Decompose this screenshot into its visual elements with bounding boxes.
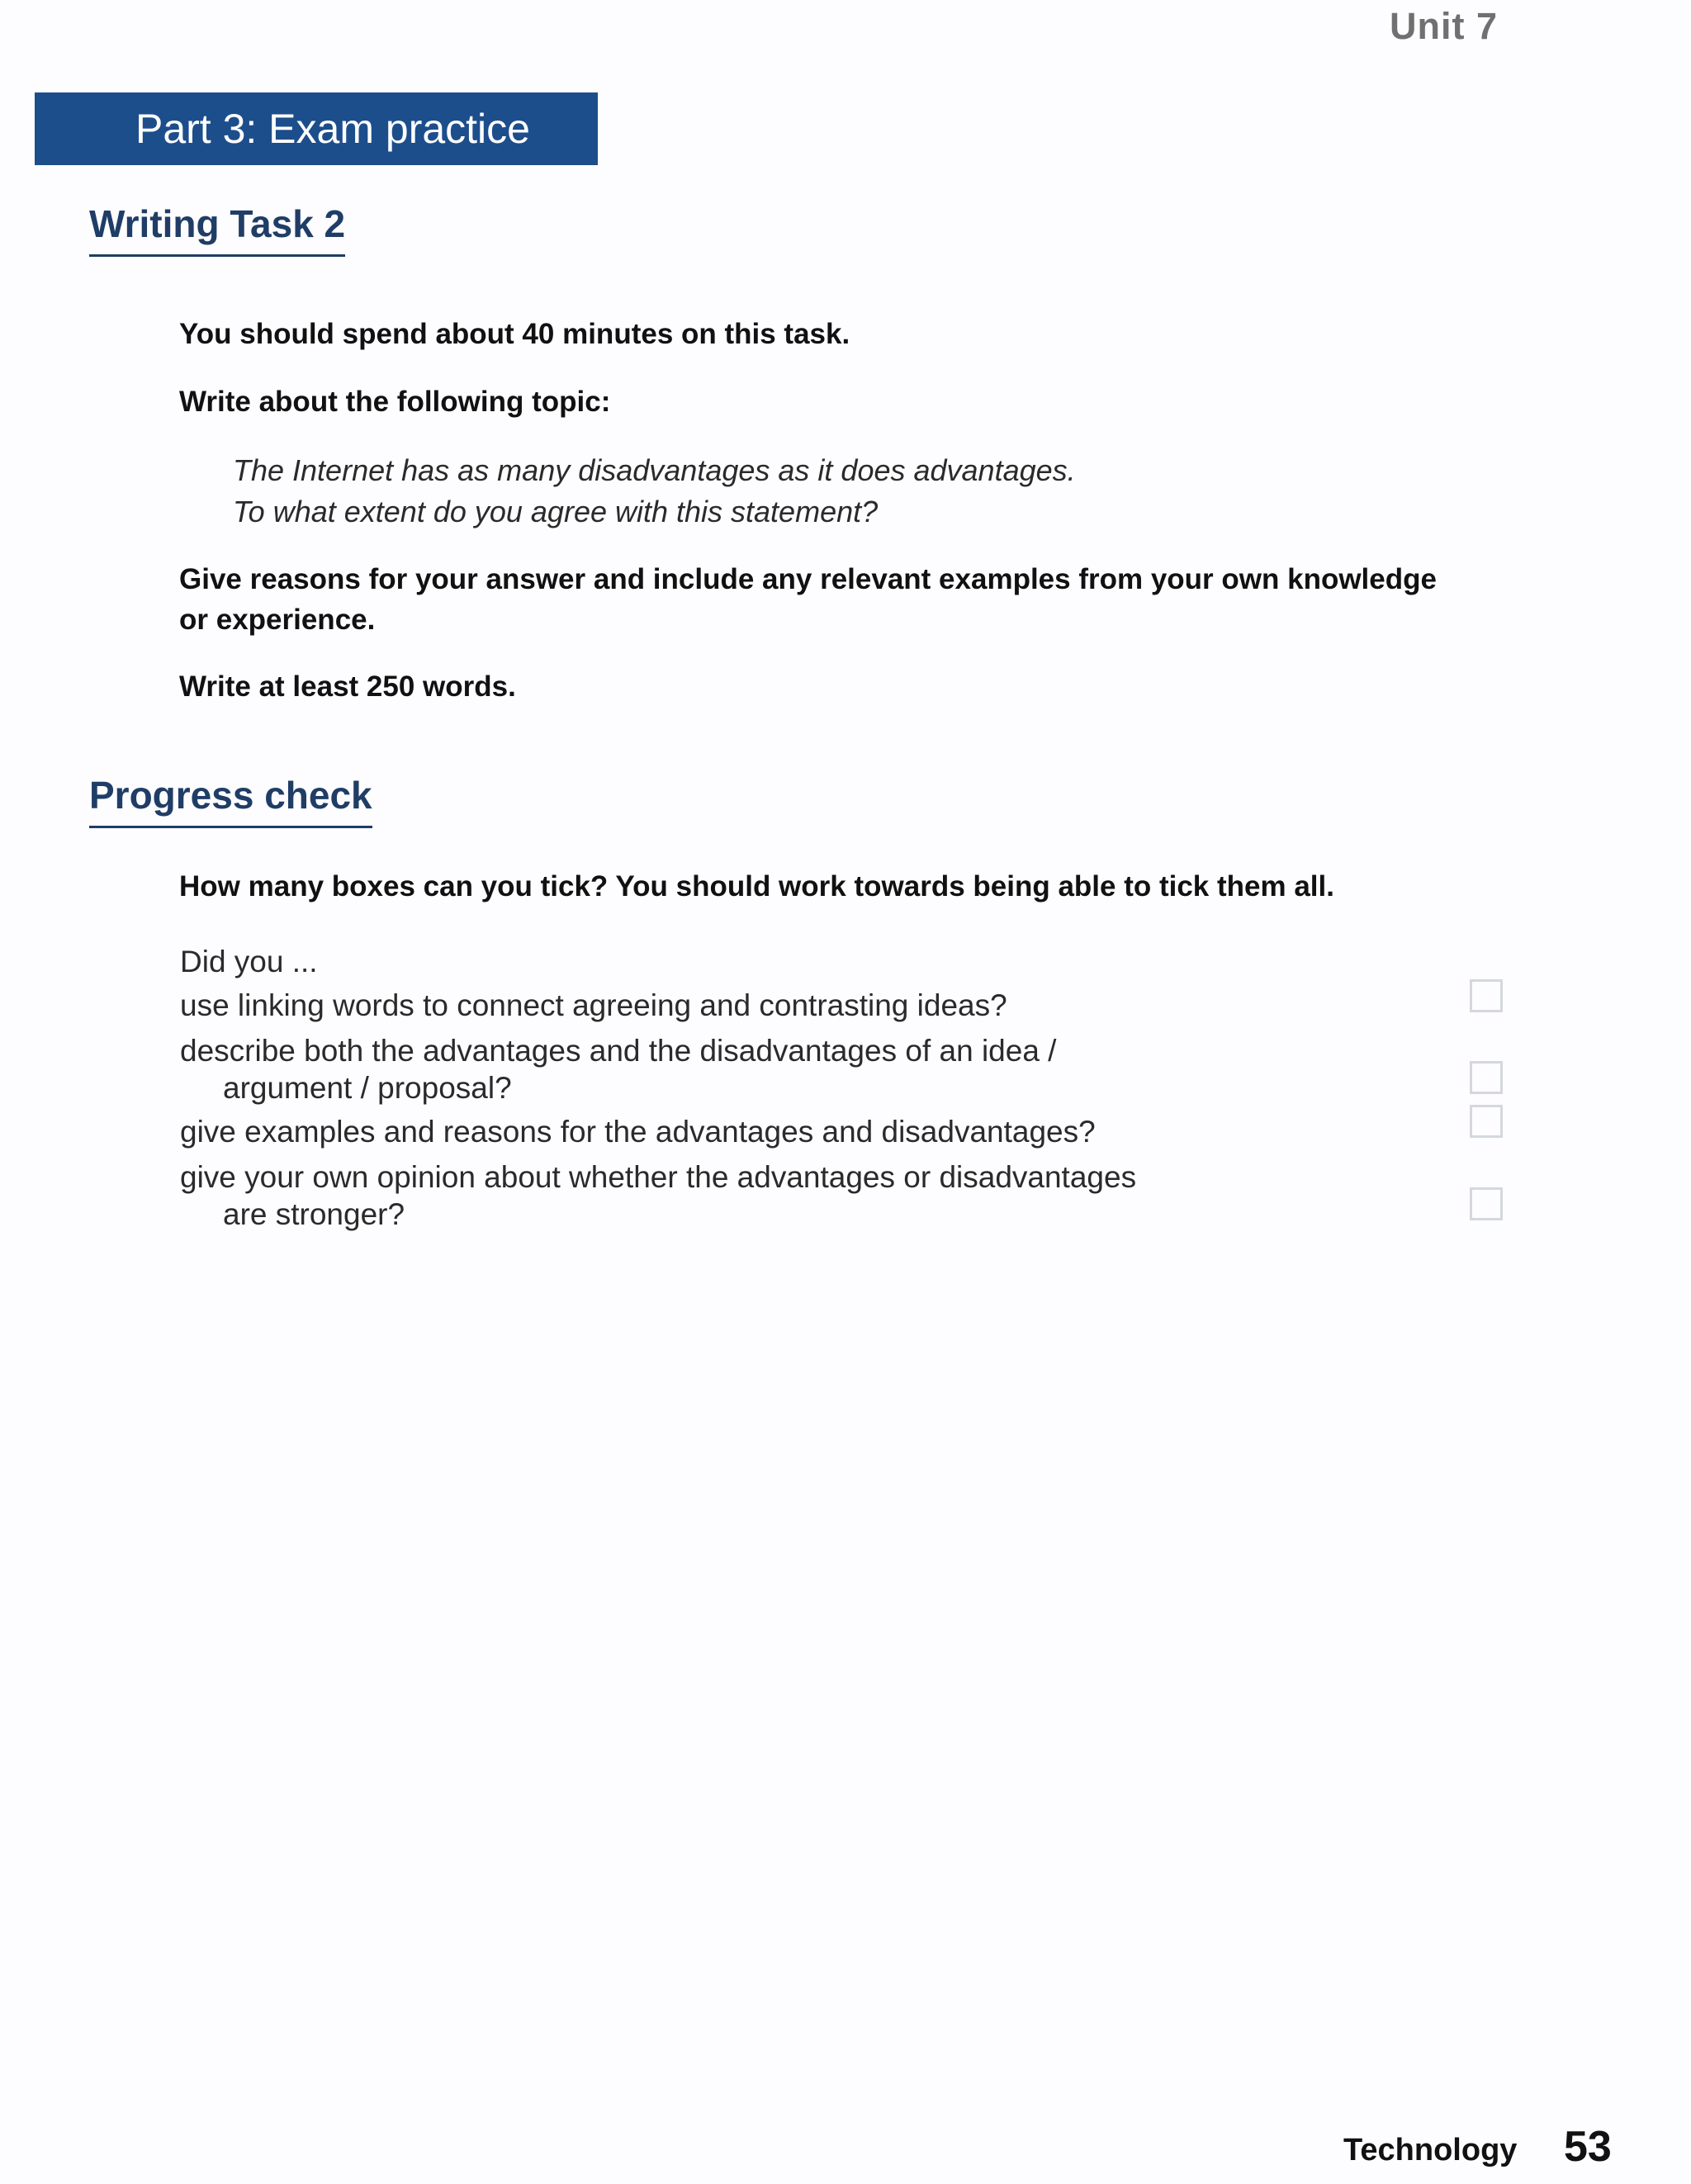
checklist-item-text: use linking words to connect agreeing and contrasting ideas? [180,988,1007,1022]
essay-prompt-line: To what extent do you agree with this statement? [233,495,879,528]
tick-box[interactable] [1470,1105,1503,1138]
topic-instruction: Write about the following topic: [179,386,611,418]
unit-label: Unit 7 [1390,5,1499,47]
footer-topic: Technology [1343,2133,1518,2167]
checklist-item-text: give examples and reasons for the advantages and disadvantages? [180,1115,1096,1149]
word-count-instruction: Write at least 250 words. [179,670,516,703]
checklist-item [180,1158,1136,1233]
tick-box[interactable] [1470,1061,1503,1094]
progress-instruction: How many boxes can you tick? You should work towards being able to tick them all. [179,870,1334,902]
time-instruction: You should spend about 40 minutes on this task. [179,318,850,350]
essay-prompt [233,450,1076,533]
page-number: 53 [1564,2123,1612,2171]
checklist-item [180,1032,1136,1106]
checklist-item-continuation: are stronger? [223,1197,405,1231]
checklist-item [180,1113,1136,1150]
tick-box[interactable] [1470,979,1503,1012]
part-banner [35,92,598,165]
progress-check-heading: Progress check [89,773,372,828]
tick-box[interactable] [1470,1187,1503,1220]
reasons-instruction [179,559,1437,640]
writing-task-heading: Writing Task 2 [89,201,345,257]
checklist [180,943,1136,1233]
checklist-item-text: describe both the advantages and the disadvantages of an idea / [180,1034,1057,1068]
checklist-item [180,987,1136,1024]
reasons-instruction-line: or experience. [179,604,376,636]
checklist-item-continuation: argument / proposal? [223,1071,512,1105]
essay-prompt-line: The Internet has as many disadvantages as it does advantages. [233,453,1076,487]
part-banner-title: Part 3: Exam practice [135,106,530,152]
checklist-item-text: give your own opinion about whether the advantages or disadvantages [180,1160,1137,1194]
checklist-intro: Did you ... [180,945,318,978]
reasons-instruction-line: Give reasons for your answer and include any relevant examples from your own knowledge [179,563,1437,595]
